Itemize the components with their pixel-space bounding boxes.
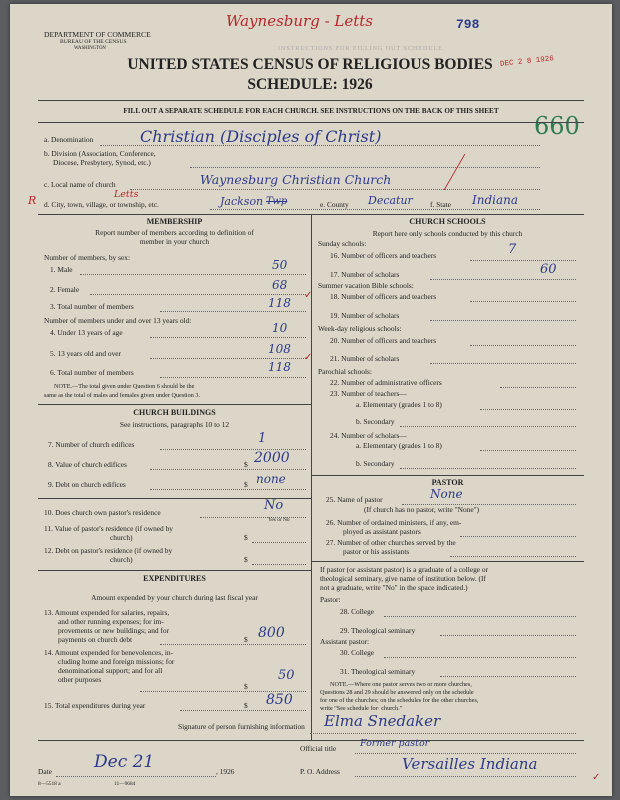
membership-row-value: 68 xyxy=(272,278,288,292)
pastor-note-3: for one of the churches; on the schedules for the other churches, xyxy=(320,697,479,704)
dotted-line xyxy=(180,710,306,711)
official-title-value: Former pastor xyxy=(360,738,430,749)
state-value: Indiana xyxy=(472,193,519,207)
membership-note: NOTE.—The total given under Question 6 should be the xyxy=(54,383,195,390)
date-year: , 1926 xyxy=(216,767,235,776)
dotted-line xyxy=(190,167,540,168)
po-address-label: P. O. Address xyxy=(300,767,340,776)
schools-row-value: 7 xyxy=(508,242,517,257)
dotted-line xyxy=(440,676,576,677)
college-label: 30. College xyxy=(340,648,375,657)
schools-row-label: 19. Number of scholars xyxy=(330,311,400,320)
divider xyxy=(38,570,311,571)
green-number: 660 xyxy=(534,112,580,140)
seminary-label: 31. Theological seminary xyxy=(340,667,416,676)
schools-row-label: 20. Number of officers and teachers xyxy=(330,336,437,345)
expense-13-line: payments on church debt xyxy=(58,635,133,644)
dotted-line xyxy=(470,301,576,302)
dotted-line xyxy=(150,489,306,490)
membership-title: MEMBERSHIP xyxy=(146,217,203,226)
dotted-line xyxy=(400,468,576,469)
pastor-sub-label: Pastor: xyxy=(320,595,341,604)
expense-13-value: 800 xyxy=(258,625,285,641)
membership-row-label: 5. 13 years old and over xyxy=(50,349,122,358)
dotted-line xyxy=(480,450,576,451)
dotted-line xyxy=(450,556,576,557)
schools-title: CHURCH SCHOOLS xyxy=(409,217,486,226)
divider xyxy=(38,740,584,741)
dotted-line xyxy=(90,294,306,295)
dotted-line xyxy=(130,189,540,190)
by-age-label: Number of members under and over 13 years old: xyxy=(44,316,192,325)
yes-no-hint: Yes or No xyxy=(268,517,290,523)
expense-13-line: provements or new buildings; and for xyxy=(58,626,170,635)
state-label: f. State xyxy=(430,200,451,209)
ministers-label-2: ployed as assistant pastors xyxy=(343,527,421,536)
expenditures-title: EXPENDITURES xyxy=(143,574,206,583)
divider xyxy=(38,404,311,405)
buildings-intro: See instructions, paragraphs 10 to 12 xyxy=(119,420,230,429)
membership-row-value: 118 xyxy=(268,360,291,374)
county-label: e. County xyxy=(320,200,349,209)
membership-row-label: 1. Male xyxy=(50,265,73,274)
residence-value: No xyxy=(264,498,284,513)
expenditures-intro: Amount expended by your church during last fiscal year xyxy=(91,593,258,602)
dotted-line xyxy=(480,409,576,410)
dollar-sign: $ xyxy=(244,682,248,691)
bureau-label: BUREAU OF THE CENSUS xyxy=(60,39,127,45)
schools-row-label: a. Elementary (grades 1 to 8) xyxy=(356,400,442,409)
edifice-value: 2000 xyxy=(254,450,290,466)
edifices-value: 1 xyxy=(258,431,267,446)
dotted-line xyxy=(470,260,576,261)
dotted-line xyxy=(150,337,306,338)
parochial-label: Parochial schools: xyxy=(318,367,372,376)
expense-14-line: denominational support; and for all xyxy=(58,666,163,675)
graduate-info-3: not a graduate, write "No" in the space indicated.) xyxy=(320,583,468,592)
edifices-label: 7. Number of church edifices xyxy=(48,440,135,449)
divider xyxy=(311,475,584,476)
buildings-title: CHURCH BUILDINGS xyxy=(133,408,216,417)
dollar-sign: $ xyxy=(244,533,248,542)
pastor-name-hint: (If church has no pastor, write "None") xyxy=(364,505,480,514)
city-label: d. City, town, village, or township, etc. xyxy=(44,200,159,209)
division-label-2: Diocese, Presbytery, Synod, etc.) xyxy=(53,158,151,167)
dotted-line xyxy=(150,469,306,470)
membership-row-value: 50 xyxy=(272,258,288,272)
pastor-note-4: write "See schedule for· church." xyxy=(320,705,403,712)
schools-row-label: 16. Number of officers and teachers xyxy=(330,251,437,260)
handwritten-title: Waynesburg - Letts xyxy=(226,12,373,30)
schools-row-label: b. Secondary xyxy=(356,417,395,426)
dotted-line xyxy=(160,311,306,312)
expense-total-label: 15. Total expenditures during year xyxy=(44,701,146,710)
dollar-sign: $ xyxy=(244,480,248,489)
expense-14-line: 14. Amount expended for benevolences, in- xyxy=(44,648,174,657)
expense-14-line: other purposes xyxy=(58,675,102,684)
church-name-label: c. Local name of church xyxy=(44,180,116,189)
divider xyxy=(38,100,584,101)
po-address-value: Versailles Indiana xyxy=(402,755,538,773)
red-tick-mark: ✓ xyxy=(304,352,313,363)
schools-row-label: 18. Number of officers and teachers xyxy=(330,292,437,301)
residence-label: 10. Does church own pastor's residence xyxy=(44,508,161,517)
dotted-line xyxy=(430,363,576,364)
schools-row-label: b. Secondary xyxy=(356,459,395,468)
date-label: Date xyxy=(38,767,52,776)
schools-intro: Report here only schools conducted by this church xyxy=(372,229,523,238)
red-tick-mark: ✓ xyxy=(592,772,601,783)
schools-row-label: 21. Number of scholars xyxy=(330,354,400,363)
membership-row-value: 108 xyxy=(268,342,291,356)
dollar-sign: $ xyxy=(244,555,248,564)
dotted-line xyxy=(252,542,306,543)
weekday-label: Week-day religious schools: xyxy=(318,324,402,333)
date-value: Dec 21 xyxy=(94,752,155,772)
signature-value: Elma Snedaker xyxy=(324,712,441,730)
expense-total-value: 850 xyxy=(266,692,293,708)
membership-row-label: 3. Total number of members xyxy=(50,302,134,311)
faint-heading: INSTRUCTIONS FOR FILLING OUT SCHEDULE xyxy=(278,46,443,52)
membership-intro: Report number of members according to definition of xyxy=(95,228,254,237)
other-churches-label-2: pastor or his assistants xyxy=(343,547,410,556)
print-number: 11—9684 xyxy=(114,781,136,787)
pastor-name-value: None xyxy=(430,487,463,501)
dotted-line xyxy=(440,635,576,636)
signature-label: Signature of person furnishing information xyxy=(178,722,305,731)
residence-debt-label-2: church) xyxy=(110,555,133,564)
county-value: Decatur xyxy=(368,194,413,207)
dotted-line xyxy=(500,387,576,388)
membership-row-value: 118 xyxy=(268,296,291,310)
dotted-line xyxy=(430,279,576,280)
city-value: Jackson xyxy=(220,195,264,208)
dotted-line xyxy=(150,358,306,359)
dept-label: DEPARTMENT OF COMMERCE xyxy=(44,30,151,39)
dollar-sign: $ xyxy=(244,460,248,469)
date-stamp: DEC 2 8 1926 xyxy=(499,55,555,69)
schedule-title: SCHEDULE: 1926 xyxy=(247,76,373,93)
dotted-line xyxy=(355,753,576,754)
edifice-debt-label: 9. Debt on church edifices xyxy=(48,480,126,489)
dotted-line xyxy=(160,377,306,378)
dotted-line xyxy=(80,274,306,275)
college-label: 28. College xyxy=(340,607,375,616)
dollar-sign: $ xyxy=(244,701,248,710)
margin-letter: R xyxy=(28,194,37,207)
city-insert: Letts xyxy=(114,189,139,200)
dotted-line xyxy=(460,536,576,537)
membership-row-label: 2. Female xyxy=(50,285,80,294)
red-tick-mark: ✓ xyxy=(304,290,313,301)
pastor-name-label: 25. Name of pastor xyxy=(326,495,383,504)
other-churches-label: 27. Number of other churches served by the xyxy=(326,538,456,547)
dotted-line xyxy=(252,564,306,565)
dotted-line xyxy=(470,345,576,346)
expense-14-value: 50 xyxy=(278,668,295,683)
dotted-line xyxy=(355,776,576,777)
dotted-line xyxy=(160,644,306,645)
by-sex-label: Number of members, by sex: xyxy=(44,253,130,262)
division-label: b. Division (Association, Conference, xyxy=(44,149,156,158)
expense-14-line: cluding home and foreign missions; for xyxy=(58,657,175,666)
membership-note-2: same as the total of males and females given under Question 3. xyxy=(44,392,201,399)
residence-value-label-2: church) xyxy=(110,533,133,542)
dotted-line xyxy=(310,733,576,734)
edifice-value-label: 8. Value of church edifices xyxy=(48,460,127,469)
schools-row-label: 17. Number of scholars xyxy=(330,270,400,279)
residence-debt-label: 12. Debt on pastor's residence (if owned by xyxy=(44,546,173,555)
page-title: UNITED STATES CENSUS OF RELIGIOUS BODIES xyxy=(127,56,493,73)
graduate-info-2: theological seminary, give name of institution below. (If xyxy=(320,574,486,583)
divider xyxy=(311,561,584,562)
expense-13-line: 13. Amount expended for salaries, repairs, xyxy=(44,608,170,617)
instruction-text: FILL OUT A SEPARATE SCHEDULE FOR EACH CHURCH. SEE INSTRUCTIONS ON THE BACK OF THIS SHEET xyxy=(123,107,499,115)
schools-row-label: 23. Number of teachers— xyxy=(330,389,407,398)
seminary-label: 29. Theological seminary xyxy=(340,626,416,635)
dollar-sign: $ xyxy=(244,635,248,644)
membership-row-label: 6. Total number of members xyxy=(50,368,134,377)
dotted-line xyxy=(400,426,576,427)
dotted-line xyxy=(384,616,576,617)
summer-label: Summer vacation Bible schools: xyxy=(318,281,414,290)
pastor-note: NOTE.—Where one pastor serves two or more churches, xyxy=(330,681,472,688)
schools-row-value: 60 xyxy=(540,262,557,277)
census-schedule-sheet xyxy=(10,4,612,796)
red-check-mark xyxy=(404,154,466,190)
denomination-label: a. Denomination xyxy=(44,135,94,144)
dotted-line xyxy=(200,517,306,518)
membership-row-value: 10 xyxy=(272,321,288,335)
pastor-title: PASTOR xyxy=(431,478,464,487)
expense-13-line: and other running expenses; for im- xyxy=(58,617,164,626)
church-name-value: Waynesburg Christian Church xyxy=(200,172,392,187)
dotted-line xyxy=(56,776,216,777)
schools-row-label: a. Elementary (grades 1 to 8) xyxy=(356,441,442,450)
pastor-note-2: Questions 28 and 29 should be answered only on the schedule xyxy=(320,689,474,696)
membership-intro-2: member in your church xyxy=(139,237,210,246)
dotted-line xyxy=(210,209,540,210)
ministers-label: 26. Number of ordained ministers, if any, em- xyxy=(326,518,462,527)
divider xyxy=(38,122,584,123)
city-struck: Twp xyxy=(266,196,288,207)
stamp-number: 798 xyxy=(456,17,480,32)
city-label: WASHINGTON xyxy=(74,46,106,51)
assistant-sub-label: Assistant pastor: xyxy=(320,637,370,646)
schools-row-label: 22. Number of administrative officers xyxy=(330,378,442,387)
membership-row-label: 4. Under 13 years of age xyxy=(50,328,123,337)
form-number: 8—5518 a xyxy=(38,781,61,787)
dotted-line xyxy=(430,320,576,321)
dotted-line xyxy=(384,657,576,658)
sunday-label: Sunday schools: xyxy=(318,239,367,248)
schools-row-label: 24. Number of scholars— xyxy=(330,431,407,440)
edifice-debt-value: none xyxy=(256,472,286,486)
residence-value-label: 11. Value of pastor's residence (if owned by xyxy=(44,524,173,533)
graduate-info: If pastor (or assistant pastor) is a graduate of a college or xyxy=(320,565,489,574)
denomination-value: Christian (Disciples of Christ) xyxy=(140,127,382,146)
official-title-label: Official title xyxy=(300,744,337,753)
